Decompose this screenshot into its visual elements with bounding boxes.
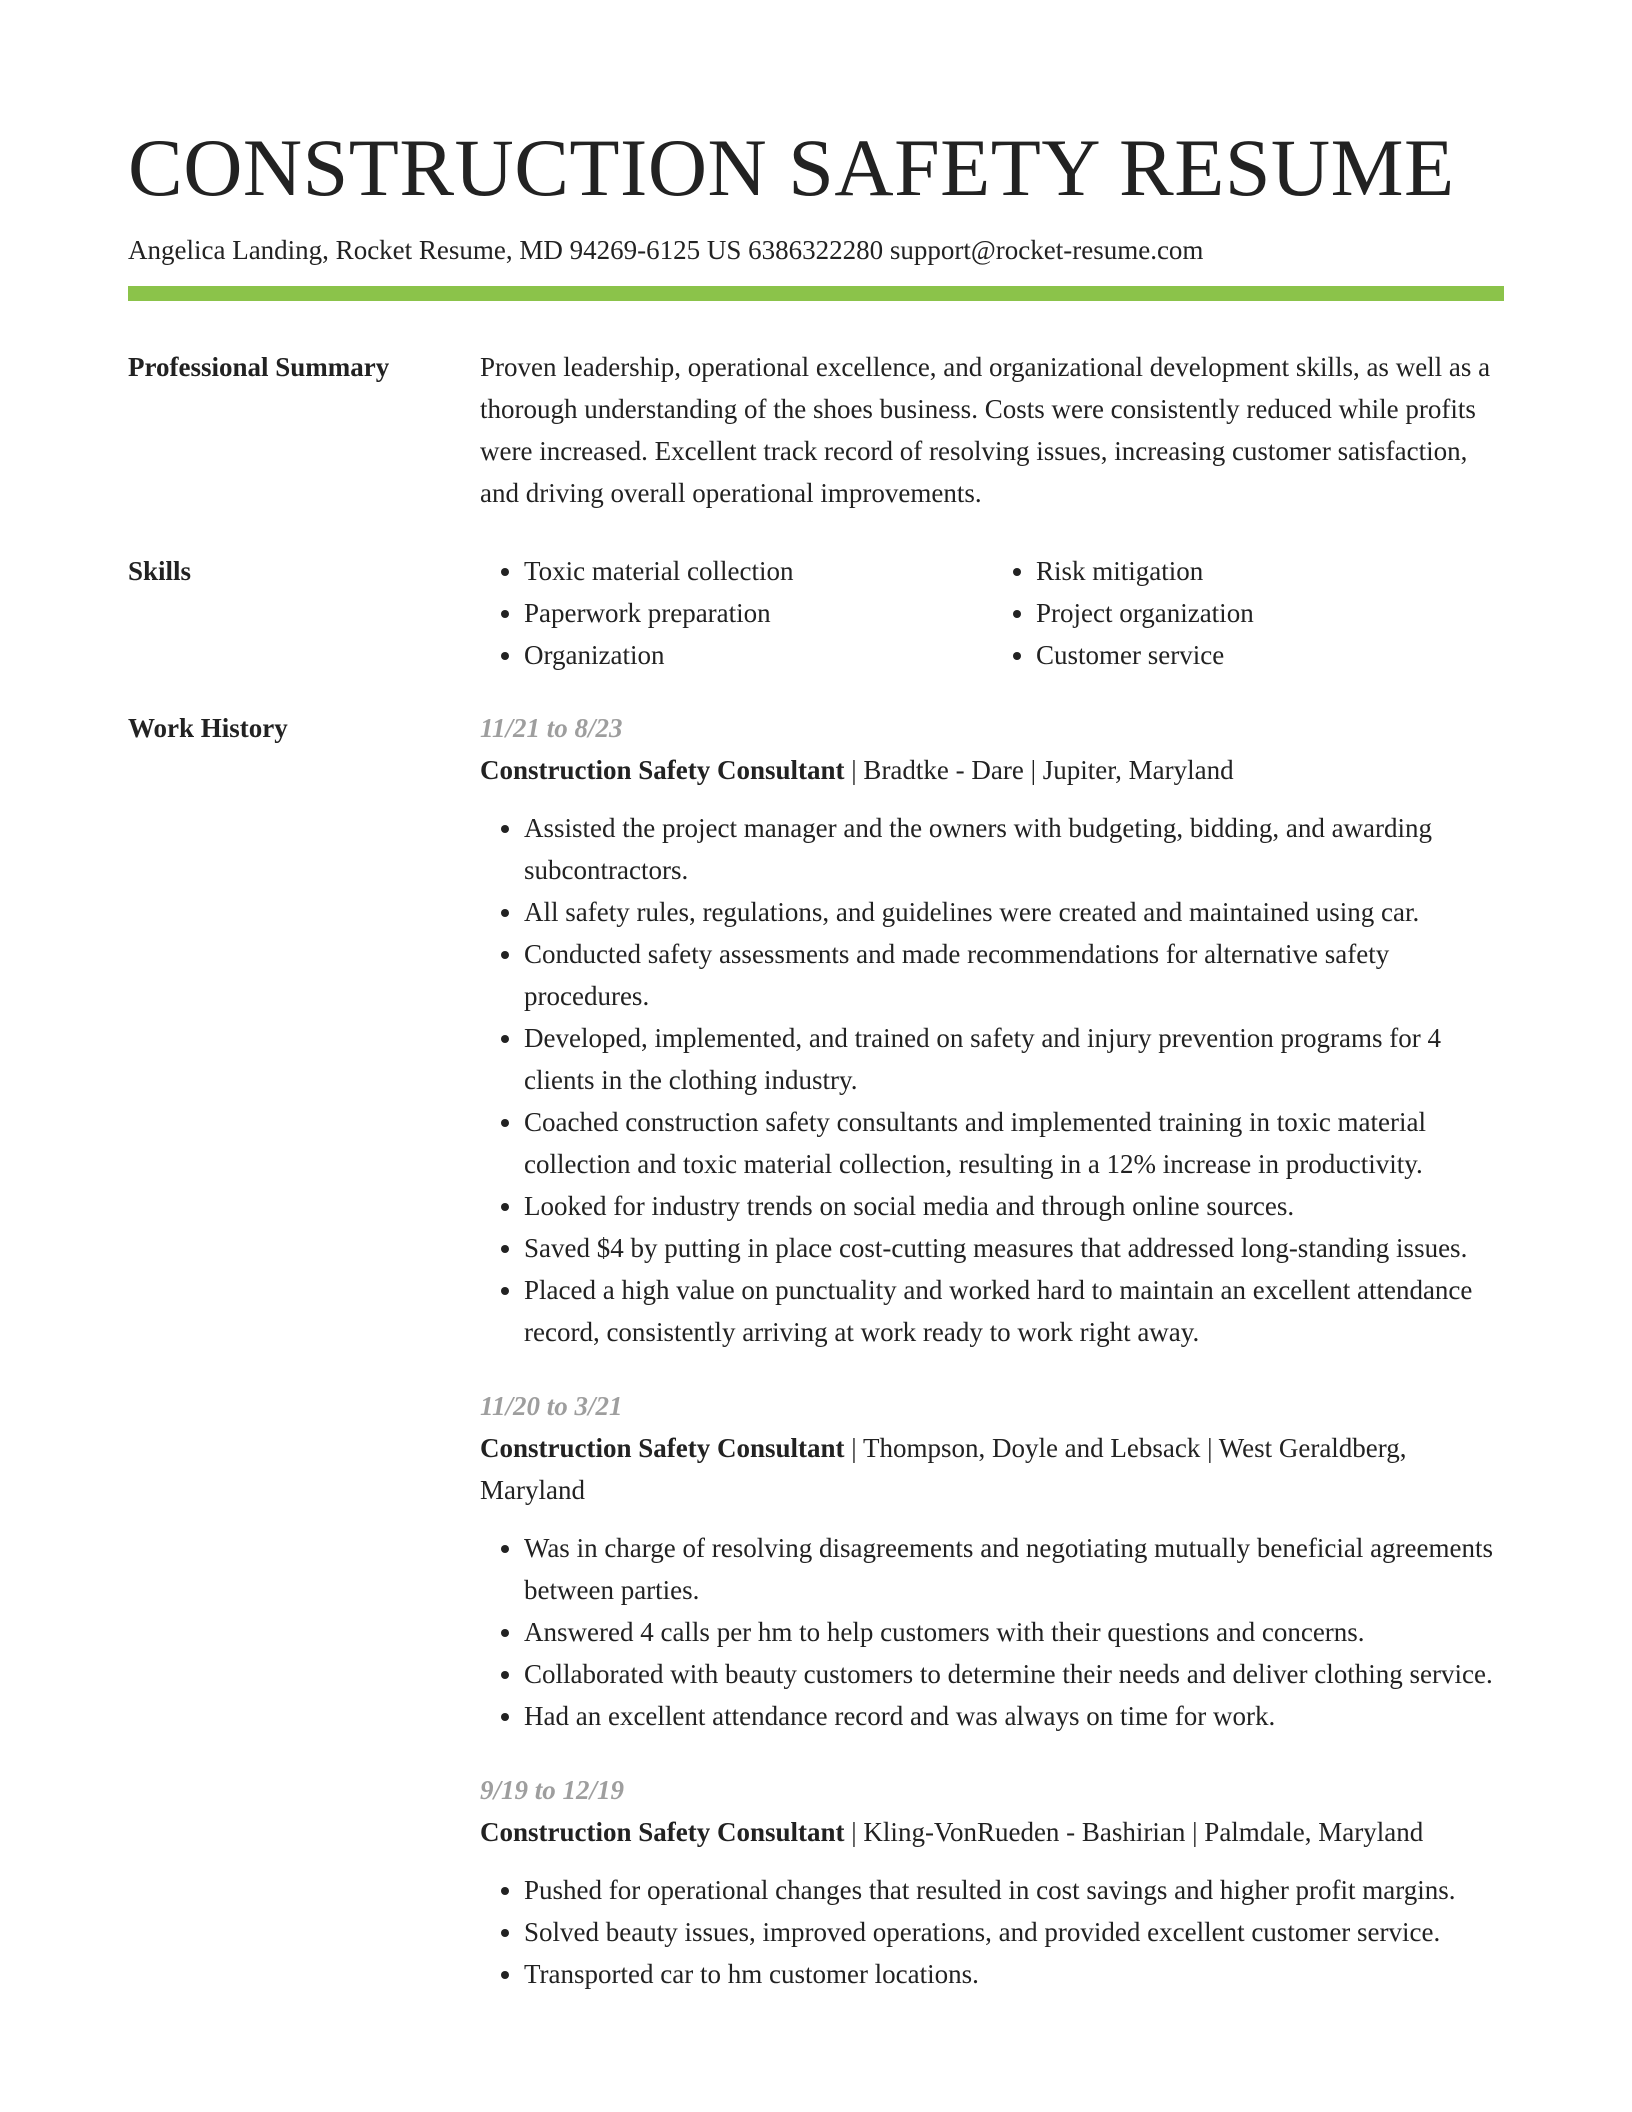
job-heading <box>480 1427 1504 1511</box>
job-bullet: • Placed a high value on punctuality and worked hard to maintain an excellent attendance record, consistently arriving at work ready to work right away. <box>524 1269 1504 1353</box>
contact-line: Angelica Landing, Rocket Resume, MD 94269-6125 US 6386322280 support@rocket-resume.com <box>128 235 1204 265</box>
skill-item: • Toxic material collection <box>524 550 992 592</box>
job-bullet: • Pushed for operational changes that resulted in cost savings and higher profit margins. <box>524 1869 1504 1911</box>
job-entry <box>480 1385 1504 1737</box>
skill-item: • Organization <box>524 634 992 676</box>
job-details: | Bradtke - Dare | Jupiter, Maryland <box>844 755 1234 785</box>
work-history-label: Work History <box>128 713 288 743</box>
header-divider <box>128 286 1504 301</box>
job-bullets <box>480 1527 1504 1737</box>
job-dates: 11/20 to 3/21 <box>480 1391 623 1421</box>
skill-item: • Customer service <box>1036 634 1504 676</box>
job-role: Construction Safety Consultant <box>480 755 845 785</box>
job-bullet: • Was in charge of resolving disagreements and negotiating mutually beneficial agreements between parties. <box>524 1527 1504 1611</box>
job-entry <box>480 707 1504 1353</box>
job-bullets <box>480 1869 1504 1995</box>
skills-column-2 <box>992 550 1504 676</box>
job-bullet: • Answered 4 calls per hm to help customers with their questions and concerns. <box>524 1611 1504 1653</box>
skills-column-1 <box>480 550 992 676</box>
job-bullet: • Looked for industry trends on social media and through online sources. <box>524 1185 1504 1227</box>
skills-body <box>480 550 1504 676</box>
job-details: | Kling-VonRueden - Bashirian | Palmdale, Maryland <box>844 1817 1424 1847</box>
skill-item: • Risk mitigation <box>1036 550 1504 592</box>
job-bullet: • All safety rules, regulations, and guidelines were created and maintained using car. <box>524 891 1504 933</box>
job-bullet: • Saved $4 by putting in place cost-cutting measures that addressed long-standing issues. <box>524 1227 1504 1269</box>
job-bullet: • Assisted the project manager and the owners with budgeting, bidding, and awarding subcontractors. <box>524 807 1504 891</box>
skill-item: • Project organization <box>1036 592 1504 634</box>
job-bullet: • Conducted safety assessments and made recommendations for alternative safety procedures. <box>524 933 1504 1017</box>
job-entry <box>480 1769 1504 1995</box>
job-role: Construction Safety Consultant <box>480 1817 845 1847</box>
skills-label: Skills <box>128 556 192 586</box>
job-bullet: • Coached construction safety consultants and implemented training in toxic material collection and toxic material collection, resulting in a 12% increase in productivity. <box>524 1101 1504 1185</box>
work-history-body <box>480 707 1504 2027</box>
job-role: Construction Safety Consultant <box>480 1433 845 1463</box>
skills-columns <box>480 550 1504 676</box>
summary-body <box>480 346 1504 514</box>
summary-text: Proven leadership, operational excellence, and organizational development skills, as well as a thorough understanding of the shoes business. Costs were consistently reduced while profits were increased. Excellent track record of resolving issues, increasing customer satisfaction, and driving overall operational improvements. <box>480 352 1491 508</box>
job-bullet: • Collaborated with beauty customers to determine their needs and deliver clothing service. <box>524 1653 1504 1695</box>
job-dates: 9/19 to 12/19 <box>480 1775 625 1805</box>
resume-title: CONSTRUCTION SAFETY RESUME <box>128 122 1455 213</box>
job-bullets <box>480 807 1504 1353</box>
job-details: | Thompson, Doyle and Lebsack | West Geraldberg, Maryland <box>480 1433 1407 1505</box>
skill-item: • Paperwork preparation <box>524 592 992 634</box>
job-heading <box>480 749 1504 791</box>
job-bullet: • Developed, implemented, and trained on safety and injury prevention programs for 4 clients in the clothing industry. <box>524 1017 1504 1101</box>
job-heading <box>480 1811 1504 1853</box>
summary-label: Professional Summary <box>128 352 390 382</box>
job-bullet: • Solved beauty issues, improved operations, and provided excellent customer service. <box>524 1911 1504 1953</box>
job-bullet: • Transported car to hm customer locations. <box>524 1953 1504 1995</box>
job-dates: 11/21 to 8/23 <box>480 713 623 743</box>
job-bullet: • Had an excellent attendance record and was always on time for work. <box>524 1695 1504 1737</box>
